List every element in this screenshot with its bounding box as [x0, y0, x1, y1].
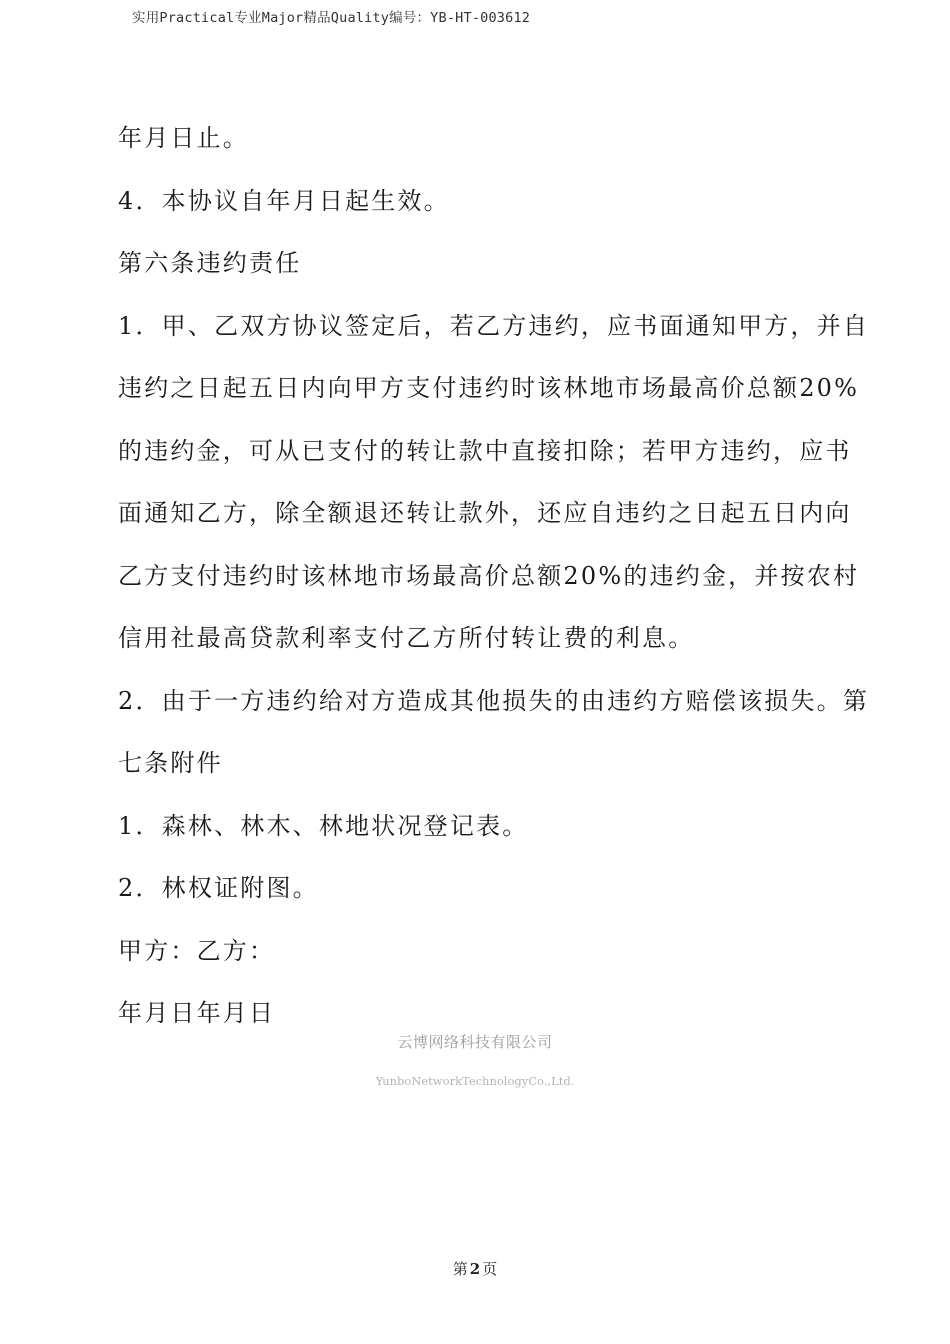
signature-dates: 年月日年月日 — [118, 999, 276, 1027]
document-header: 实用Practical专业Major精品Quality编号：YB-HT-003612 — [132, 10, 531, 26]
text-line: 1．甲、乙双方协议签定后，若乙方违约，应书面通知甲方，并自 — [118, 311, 870, 340]
page-prefix: 第 — [452, 1260, 468, 1278]
text-line: 4．本协议自年月日起生效。 — [118, 186, 450, 215]
text-line: 的违约金，可从已支付的转让款中直接扣除；若甲方违约，应书 — [118, 436, 852, 465]
page-number-value: 2 — [469, 1260, 481, 1278]
text-line: 七条附件 — [118, 749, 223, 777]
page-suffix: 页 — [482, 1260, 498, 1278]
text-line: 违约之日起五日内向甲方支付违约时该林地市场最高价总额20% — [118, 374, 860, 402]
text-line: 1．森林、林木、林地状况登记表。 — [118, 811, 529, 840]
text-line: 信用社最高贷款利率支付乙方所付转让费的利息。 — [118, 624, 695, 652]
text-line: 2．林权证附图。 — [118, 874, 319, 902]
text-line: 面通知乙方，除全额退还转让款外，还应自违约之日起五日内向 — [118, 499, 852, 527]
company-name-chinese: 云博网络科技有限公司 — [397, 1033, 553, 1051]
document-body — [118, 116, 870, 1054]
page-number — [0, 1258, 950, 1279]
signature-parties: 甲方：乙方： — [118, 936, 276, 965]
company-name-english: YunboNetworkTechnologyCo.,Ltd. — [375, 1074, 575, 1088]
text-line: 年月日止。 — [118, 124, 249, 152]
text-line: 乙方支付违约时该林地市场最高价总额20%的违约金，并按农村 — [118, 561, 860, 590]
section-heading: 第六条违约责任 — [118, 249, 302, 277]
text-line: 2．由于一方违约给对方造成其他损失的由违约方赔偿该损失。第 — [118, 686, 870, 715]
